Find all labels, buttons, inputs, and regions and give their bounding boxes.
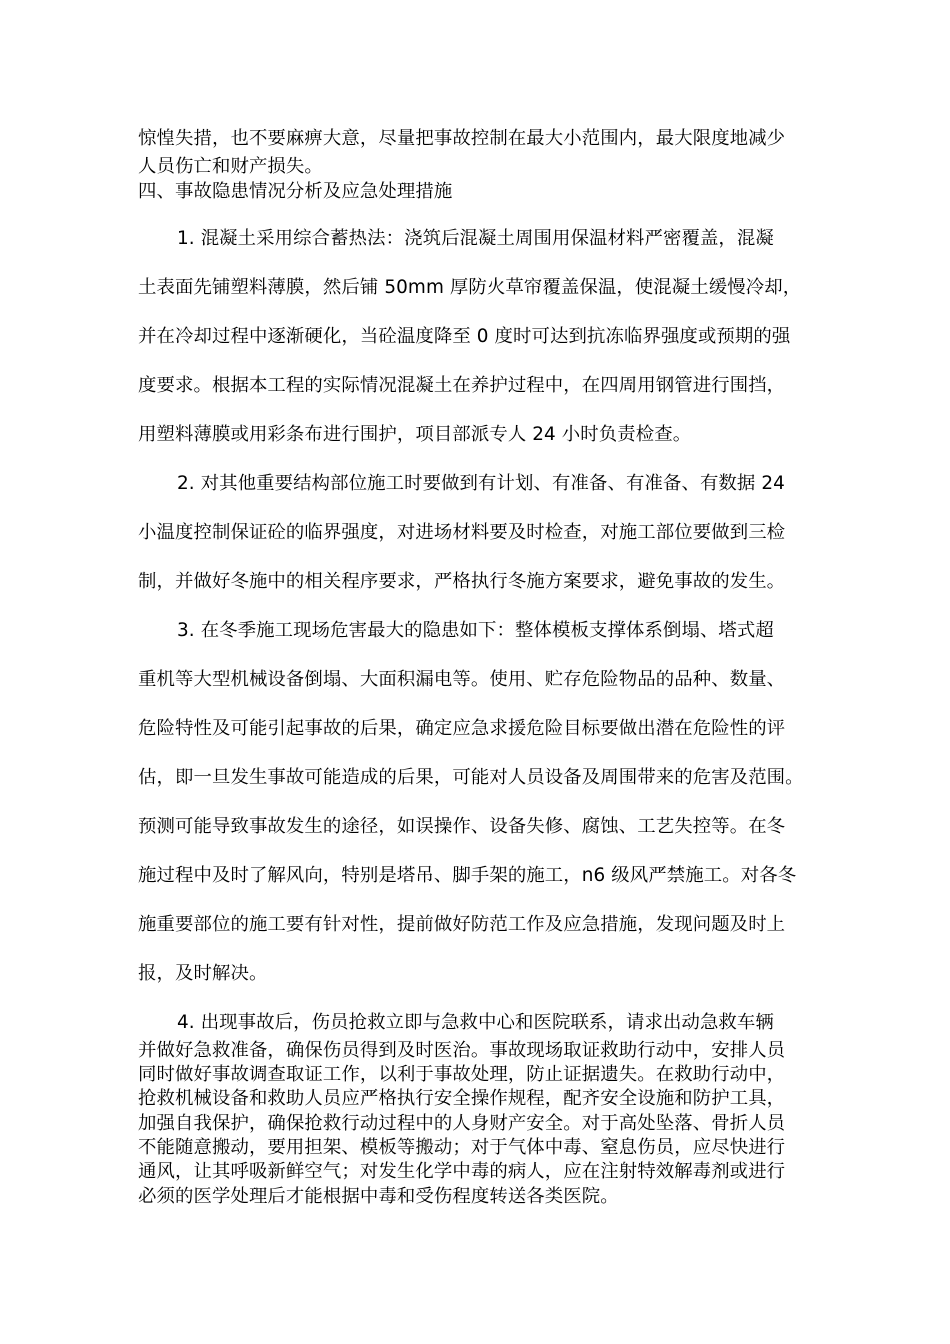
- item-2-line: 制，并做好冬施中的相关程序要求，严格执行冬施方案要求，避免事故的发生。: [138, 571, 786, 592]
- item-4-line: 加强自我保护，确保抢救行动过程中的人身财产安全。对于高处坠落、骨折人员: [138, 1113, 786, 1134]
- intro-line: 惊惶失措，也不要麻痹大意，尽量把事故控制在最大小范围内，最大限度地减少: [138, 128, 786, 149]
- item-3-line: 估，即一旦发生事故可能造成的后果，可能对人员设备及周围带来的危害及范围。: [138, 767, 804, 788]
- item-3-line: 施过程中及时了解风向，特别是塔吊、脚手架的施工，n6 级风严禁施工。对各冬: [138, 865, 797, 886]
- item-2-line: 2. 对其他重要结构部位施工时要做到有计划、有准备、有准备、有数据 24: [177, 473, 785, 494]
- item-3-line: 预测可能导致事故发生的途径，如误操作、设备失修、腐蚀、工艺失控等。在冬: [138, 816, 786, 837]
- item-3-line: 危险特性及可能引起事故的后果，确定应急求援危险目标要做出潜在危险性的评: [138, 718, 786, 739]
- item-2-line: 小温度控制保证砼的临界强度，对进场材料要及时检查，对施工部位要做到三检: [138, 522, 786, 543]
- item-1-line: 1. 混凝土采用综合蓄热法：浇筑后混凝土周围用保温材料严密覆盖，混凝: [177, 228, 774, 249]
- item-4-line: 必须的医学处理后才能根据中毒和受伤程度转送各类医院。: [138, 1186, 619, 1207]
- item-3-line: 报，及时解决。: [138, 963, 268, 984]
- item-1-line: 并在冷却过程中逐渐硬化，当砼温度降至 0 度时可达到抗冻临界强度或预期的强: [138, 326, 791, 347]
- item-4-line: 并做好急救准备，确保伤员得到及时医治。事故现场取证救助行动中，安排人员: [138, 1040, 786, 1061]
- item-4-line: 抢救机械设备和救助人员应严格执行安全操作规程，配齐安全设施和防护工具，: [138, 1088, 786, 1109]
- item-4-line: 4. 出现事故后，伤员抢救立即与急救中心和医院联系，请求出动急救车辆: [177, 1012, 774, 1033]
- item-4-line: 不能随意搬动，要用担架、模板等搬动；对于气体中毒、窒息伤员，应尽快进行: [138, 1137, 786, 1158]
- item-3-line: 施重要部位的施工要有针对性，提前做好防范工作及应急措施，发现问题及时上: [138, 914, 786, 935]
- section-heading: 四、事故隐患情况分析及应急处理措施: [138, 181, 453, 202]
- item-1-line: 土表面先铺塑料薄膜，然后铺 50mm 厚防火草帘覆盖保温，使混凝土缓慢冷却，: [138, 277, 802, 298]
- item-1-line: 用塑料薄膜或用彩条布进行围护，项目部派专人 24 小时负责检查。: [138, 424, 692, 445]
- item-4-line: 同时做好事故调查取证工作，以利于事故处理，防止证据遗失。在救助行动中，: [138, 1064, 786, 1085]
- intro-line: 人员伤亡和财产损失。: [138, 156, 323, 177]
- item-1-line: 度要求。根据本工程的实际情况混凝土在养护过程中，在四周用钢管进行围挡，: [138, 375, 786, 396]
- item-3-line: 3. 在冬季施工现场危害最大的隐患如下：整体模板支撑体系倒塌、塔式超: [177, 620, 774, 641]
- item-4-line: 通风，让其呼吸新鲜空气；对发生化学中毒的病人，应在注射特效解毒剂或进行: [138, 1161, 786, 1182]
- item-3-line: 重机等大型机械设备倒塌、大面积漏电等。使用、贮存危险物品的品种、数量、: [138, 669, 786, 690]
